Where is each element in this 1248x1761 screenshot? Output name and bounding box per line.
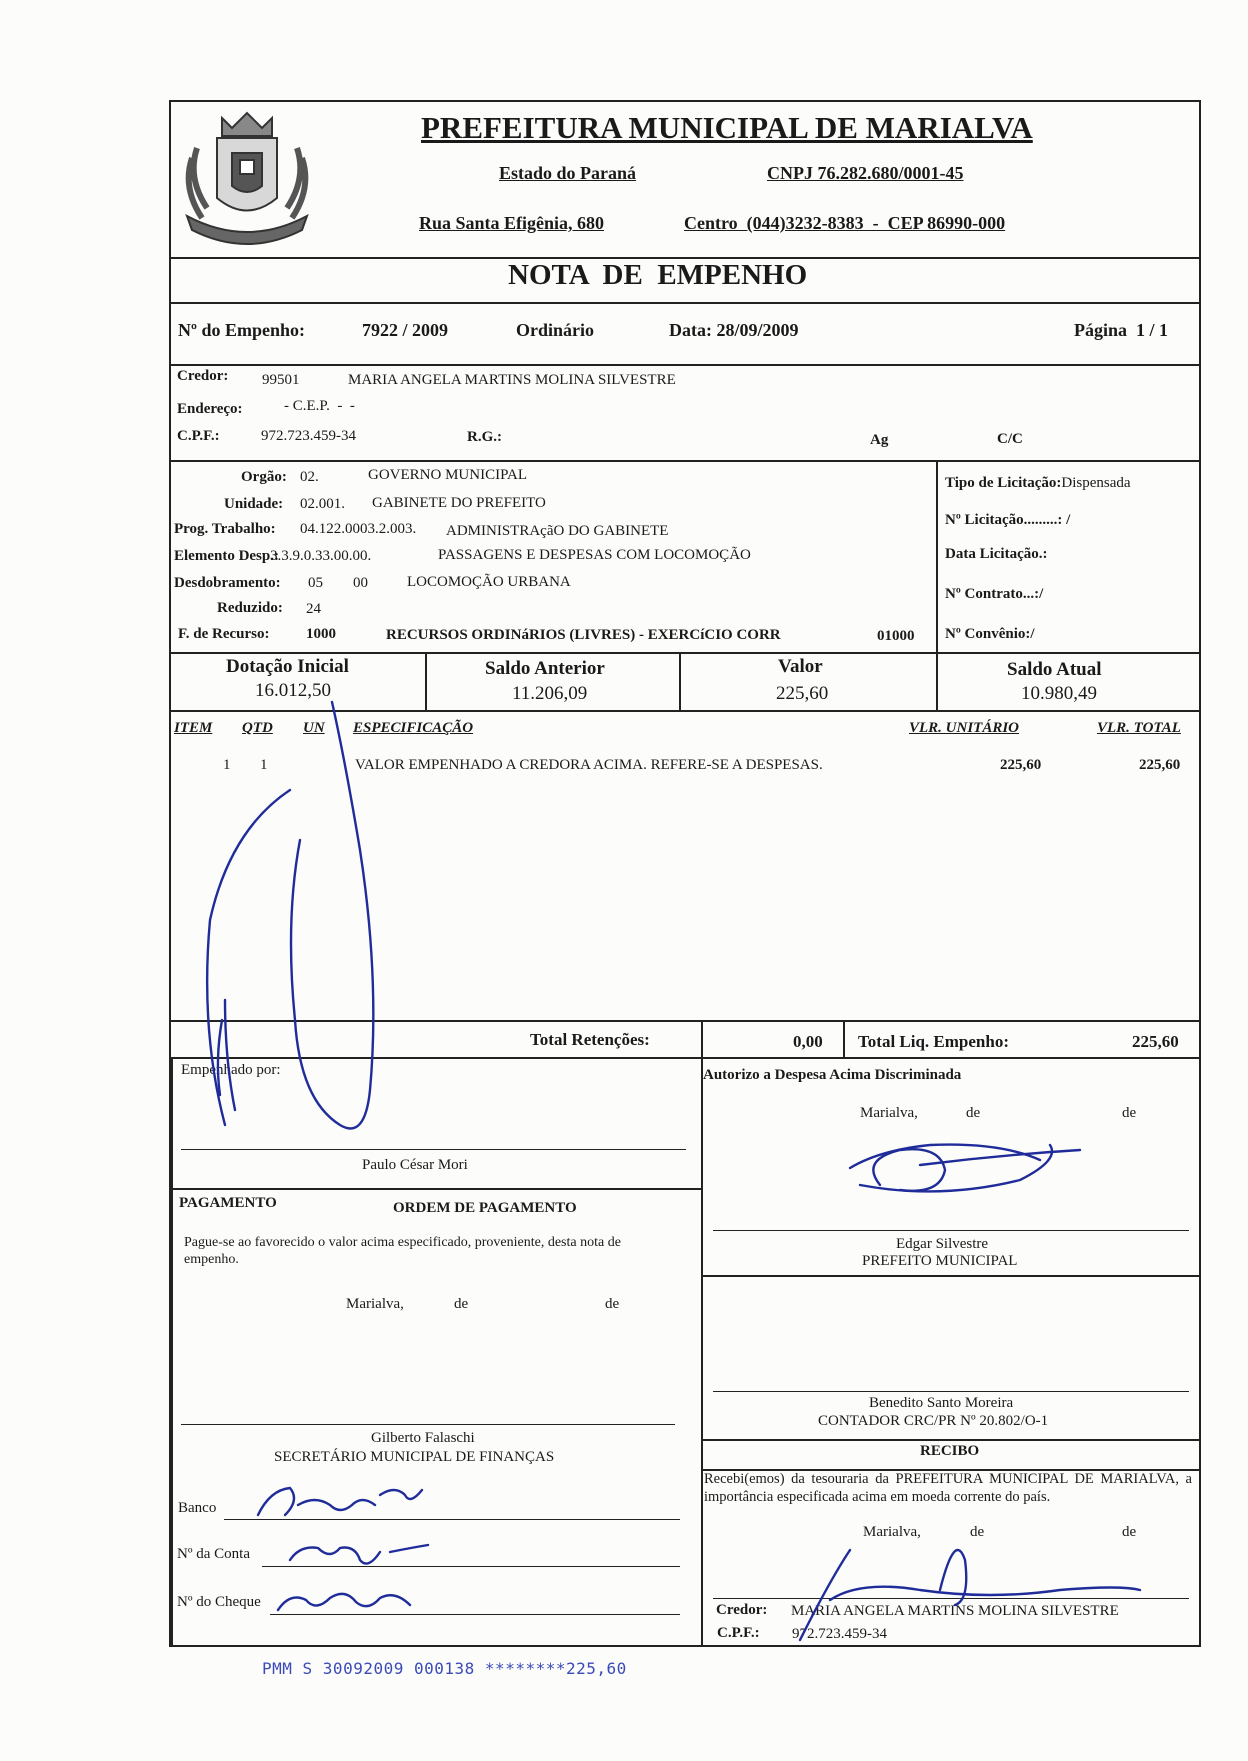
payment-stamp: PMM S 30092009 000138 ********225,60 [262, 1659, 627, 1678]
recurso-label: F. de Recurso: [178, 626, 270, 642]
endereco-label: Endereço: [177, 401, 243, 417]
item-number: 1 [223, 757, 231, 773]
autorizo-place: Marialva, [860, 1105, 918, 1121]
orgao-label: Orgão: [241, 469, 287, 485]
elemento-label: Elemento Desp.: [174, 548, 279, 564]
col-un: UN [303, 720, 325, 736]
ordem-de2: de [605, 1296, 620, 1312]
col-item: ITEM [174, 720, 213, 736]
liq-value: 225,60 [1132, 1032, 1179, 1051]
item-spec: VALOR EMPENHADO A CREDORA ACIMA. REFERE-SE A DESPESAS. [355, 757, 823, 773]
prefeito-title: PREFEITO MUNICIPAL [862, 1253, 1018, 1269]
reduzido-label: Reduzido: [217, 600, 283, 616]
valor-value: 225,60 [776, 683, 829, 704]
saldo-atual-label: Saldo Atual [1007, 659, 1102, 680]
recibo-place: Marialva, [863, 1524, 921, 1540]
col-qtd: QTD [242, 720, 273, 736]
licitacao-data: Data Licitação.: [945, 546, 1048, 562]
saldo-anterior-value: 11.206,09 [512, 683, 588, 704]
secretario-name: Gilberto Falaschi [371, 1430, 475, 1446]
empenhado-label: Empenhado por: [181, 1062, 281, 1078]
autorizo-label: Autorizo a Despesa Acima Discriminada [703, 1067, 962, 1083]
desdobramento-name: LOCOMOÇÃO URBANA [407, 574, 571, 590]
unidade-name: GABINETE DO PREFEITO [372, 495, 546, 511]
recibo-credor-label: Credor: [716, 1602, 768, 1618]
recibo-credor-name: MARIA ANGELA MARTINS MOLINA SILVESTRE [791, 1603, 1119, 1619]
licitacao-contrato: Nº Contrato...:/ [945, 586, 1044, 602]
rg-label: R.G.: [467, 429, 502, 445]
desdobramento-a: 05 [308, 575, 323, 591]
prog-name: ADMINISTRAçãO DO GABINETE [446, 523, 669, 539]
recurso-code: 1000 [306, 626, 336, 642]
desdobramento-label: Desdobramento: [174, 575, 281, 591]
licitacao-numero: Nº Licitação.........: / [945, 512, 1071, 528]
ordem-text: Pague-se ao favorecido o valor acima especificado, proveniente, desta nota de empenho. [184, 1235, 621, 1267]
pagamento-label: PAGAMENTO [179, 1195, 277, 1211]
reduzido-value: 24 [306, 601, 321, 617]
ordem-de1: de [454, 1296, 469, 1312]
cpf-value: 972.723.459-34 [261, 428, 356, 444]
recibo-de2: de [1122, 1524, 1137, 1540]
recibo-text: Recebi(emos) da tesouraria da PREFEITURA MUNICIPAL DE MARIALVA, a importância especificada acima em moeda corrente do país. [704, 1471, 1192, 1505]
endereco-value: - C.E.P. - - [284, 398, 355, 414]
recibo-label: RECIBO [920, 1443, 980, 1459]
elemento-name: PASSAGENS E DESPESAS COM LOCOMOÇÃO [438, 547, 751, 563]
contador-name: Benedito Santo Moreira [869, 1395, 1014, 1411]
cnpj-label: CNPJ 76.282.680/0001-45 [767, 163, 964, 183]
col-vlr-total: VLR. TOTAL [1097, 720, 1181, 736]
cheque-label: Nº do Cheque [177, 1594, 261, 1610]
address-street: Rua Santa Efigênia, 680 [419, 213, 605, 233]
unidade-label: Unidade: [224, 496, 284, 512]
cpf-label: C.P.F.: [177, 428, 220, 444]
unidade-code: 02.001. [300, 496, 345, 512]
licitacao-tipo-text: Tipo de Licitação: [945, 475, 1062, 491]
recibo-de1: de [970, 1524, 985, 1540]
empenho-number: 7922 / 2009 [362, 320, 449, 340]
secretario-title: SECRETÁRIO MUNICIPAL DE FINANÇAS [274, 1449, 555, 1465]
empenho-page: Página 1 / 1 [1074, 320, 1169, 340]
item-qtd: 1 [260, 757, 268, 773]
empenho-date: Data: 28/09/2009 [669, 320, 799, 340]
empenho-type: Ordinário [516, 320, 595, 340]
col-especificacao: ESPECIFICAÇÃO [353, 720, 474, 736]
orgao-name: GOVERNO MUNICIPAL [368, 467, 528, 483]
saldo-anterior-label: Saldo Anterior [485, 658, 605, 679]
desdobramento-b: 00 [353, 575, 368, 591]
prefeito-name: Edgar Silvestre [896, 1236, 989, 1252]
item-total: 225,60 [1139, 757, 1181, 773]
org-title: PREFEITURA MUNICIPAL DE MARIALVA [421, 110, 1033, 145]
recibo-cpf-label: C.P.F.: [717, 1625, 760, 1641]
prog-code: 04.122.0003.2.003. [300, 521, 417, 537]
recurso-number: 01000 [877, 628, 915, 644]
banco-label: Banco [178, 1500, 217, 1516]
licitacao-convenio: Nº Convênio:/ [945, 626, 1035, 642]
licitacao-tipo-value: Dispensada [1061, 475, 1131, 491]
empenho-label: Nº do Empenho: [178, 320, 305, 340]
item-unit: 225,60 [1000, 757, 1042, 773]
doc-title: NOTA DE EMPENHO [508, 259, 808, 291]
valor-label: Valor [778, 656, 823, 677]
recurso-name: RECURSOS ORDINáRIOS (LIVRES) - EXERCíCIO CORR [386, 627, 781, 643]
address-rest: Centro (044)3232-8383 - CEP 86990-000 [684, 213, 1006, 233]
autorizo-de1: de [966, 1105, 981, 1121]
empenhado-name: Paulo César Mori [362, 1157, 468, 1173]
ordem-place: Marialva, [346, 1296, 404, 1312]
elemento-code: 3.3.9.0.33.00.00. [270, 548, 372, 564]
orgao-code: 02. [300, 469, 319, 485]
saldo-atual-value: 10.980,49 [1021, 683, 1097, 704]
cc-label: C/C [997, 431, 1023, 447]
ag-label: Ag [870, 432, 889, 448]
retencoes-value: 0,00 [793, 1032, 823, 1051]
liq-label: Total Liq. Empenho: [858, 1032, 1009, 1051]
retencoes-label: Total Retenções: [530, 1030, 650, 1049]
dotacao-label: Dotação Inicial [226, 656, 349, 677]
credor-label: Credor: [177, 368, 229, 384]
recibo-cpf-value: 972.723.459-34 [792, 1626, 887, 1642]
ordem-label: ORDEM DE PAGAMENTO [393, 1200, 577, 1216]
conta-label: Nº da Conta [177, 1546, 250, 1562]
dotacao-value: 16.012,50 [255, 680, 331, 701]
autorizo-de2: de [1122, 1105, 1137, 1121]
credor-code: 99501 [262, 372, 300, 388]
credor-name: MARIA ANGELA MARTINS MOLINA SILVESTRE [348, 372, 676, 388]
col-vlr-unitario: VLR. UNITÁRIO [909, 720, 1020, 736]
state-label: Estado do Paraná [499, 163, 637, 183]
contador-title: CONTADOR CRC/PR Nº 20.802/O-1 [818, 1413, 1049, 1429]
prog-label: Prog. Trabalho: [174, 521, 276, 537]
